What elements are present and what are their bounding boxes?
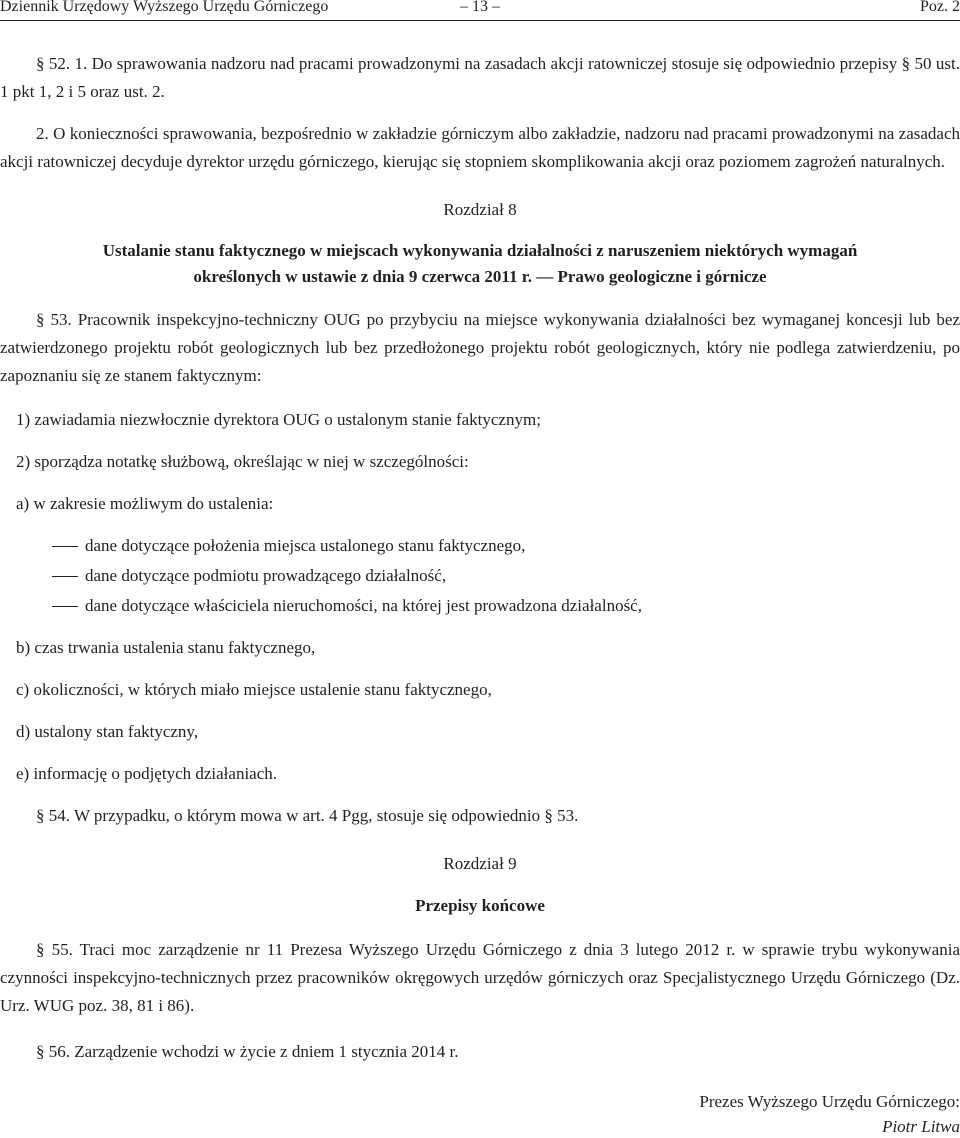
list-item-e: e) informację o podjętych działaniach.: [16, 764, 278, 783]
list-item-b: b) czas trwania ustalenia stanu faktycznego,: [16, 638, 316, 657]
signature-name: Piotr Litwa: [882, 1117, 960, 1136]
list-item-d: d) ustalony stan faktyczny,: [16, 722, 199, 741]
paragraph-53: § 53. Pracownik inspekcyjno-techniczny OUG po przybyciu na miejsce wykonywania działalności bez wymaganej koncesji lub bez zatwierdzonego projektu robót geologicznych lub bez przedłożonego projektu robót geologicznych, który nie podlega zatwierdzeniu, po zapoznaniu się ze stanem faktycznym:: [0, 310, 960, 385]
em-dash: [52, 546, 78, 547]
journal-title: Dziennik Urzędowy Wyższego Urzędu Górniczego: [0, 0, 329, 15]
list-item-1: 1) zawiadamia niezwłocznie dyrektora OUG o ustalonym stanie faktycznym;: [16, 410, 541, 429]
dash-item-text: dane dotyczące właściciela nieruchomości, na której jest prowadzona działalność,: [85, 596, 642, 615]
dash-item: [0, 562, 960, 590]
em-dash: [52, 606, 78, 607]
dash-item: [0, 532, 960, 560]
signature-title: Prezes Wyższego Urzędu Górniczego:: [699, 1092, 960, 1111]
em-dash: [52, 576, 78, 577]
dash-item-text: dane dotyczące położenia miejsca ustalonego stanu faktycznego,: [85, 536, 526, 555]
chapter-8-title: [0, 238, 960, 290]
list-item-c: c) okoliczności, w których miało miejsce ustalenie stanu faktycznego,: [16, 680, 492, 699]
paragraph-55: § 55. Traci moc zarządzenie nr 11 Prezesa Wyższego Urzędu Górniczego z dnia 3 lutego 2012 r. w sprawie trybu wykonywania czynności inspekcyjno-technicznych przez pracowników okręgowych urzędów górniczych oraz Specjalistycznego Urzędu Górniczego (Dz. Urz. WUG poz. 38, 81 i 86).: [0, 940, 960, 1015]
paragraph-52-2: 2. O konieczności sprawowania, bezpośrednio w zakładzie górniczym albo zakładzie, nadzoru nad pracami prowadzonymi na zasadach akcji ratowniczej decyduje dyrektor urzędu górniczego, kierując się stopniem skomplikowania akcji oraz poziomem zagrożeń naturalnych.: [0, 124, 960, 171]
list-item-2: 2) sporządza notatkę służbową, określając w niej w szczególności:: [16, 452, 469, 471]
list-item-a: a) w zakresie możliwym do ustalenia:: [16, 494, 274, 513]
paragraph-52-1: § 52. 1. Do sprawowania nadzoru nad pracami prowadzonymi na zasadach akcji ratowniczej stosuje się odpowiednio przepisy § 50 ust. 1 pkt 1, 2 i 5 oraz ust. 2.: [0, 54, 960, 101]
paragraph-56: § 56. Zarządzenie wchodzi w życie z dniem 1 stycznia 2014 r.: [36, 1042, 459, 1061]
chapter-8-label: Rozdział 8: [443, 200, 517, 219]
position-number: Poz. 2: [920, 0, 960, 15]
page-header: [0, 0, 960, 21]
chapter-9-title: Przepisy końcowe: [415, 896, 545, 915]
paragraph-54: § 54. W przypadku, o którym mowa w art. 4 Pgg, stosuje się odpowiednio § 53.: [36, 806, 579, 825]
chapter-9-label: Rozdział 9: [443, 854, 517, 873]
dash-item-text: dane dotyczące podmiotu prowadzącego działalność,: [85, 566, 447, 585]
chapter-8-title-line: Ustalanie stanu faktycznego w miejscach wykonywania działalności z naruszeniem niektórych wymagań: [102, 241, 858, 260]
chapter-8-title-line: określonych w ustawie z dnia 9 czerwca 2011 r. — Prawo geologiczne i górnicze: [193, 267, 767, 286]
document-body: [0, 50, 960, 1138]
page-number: – 13 –: [460, 0, 500, 15]
dash-item: [0, 592, 960, 620]
